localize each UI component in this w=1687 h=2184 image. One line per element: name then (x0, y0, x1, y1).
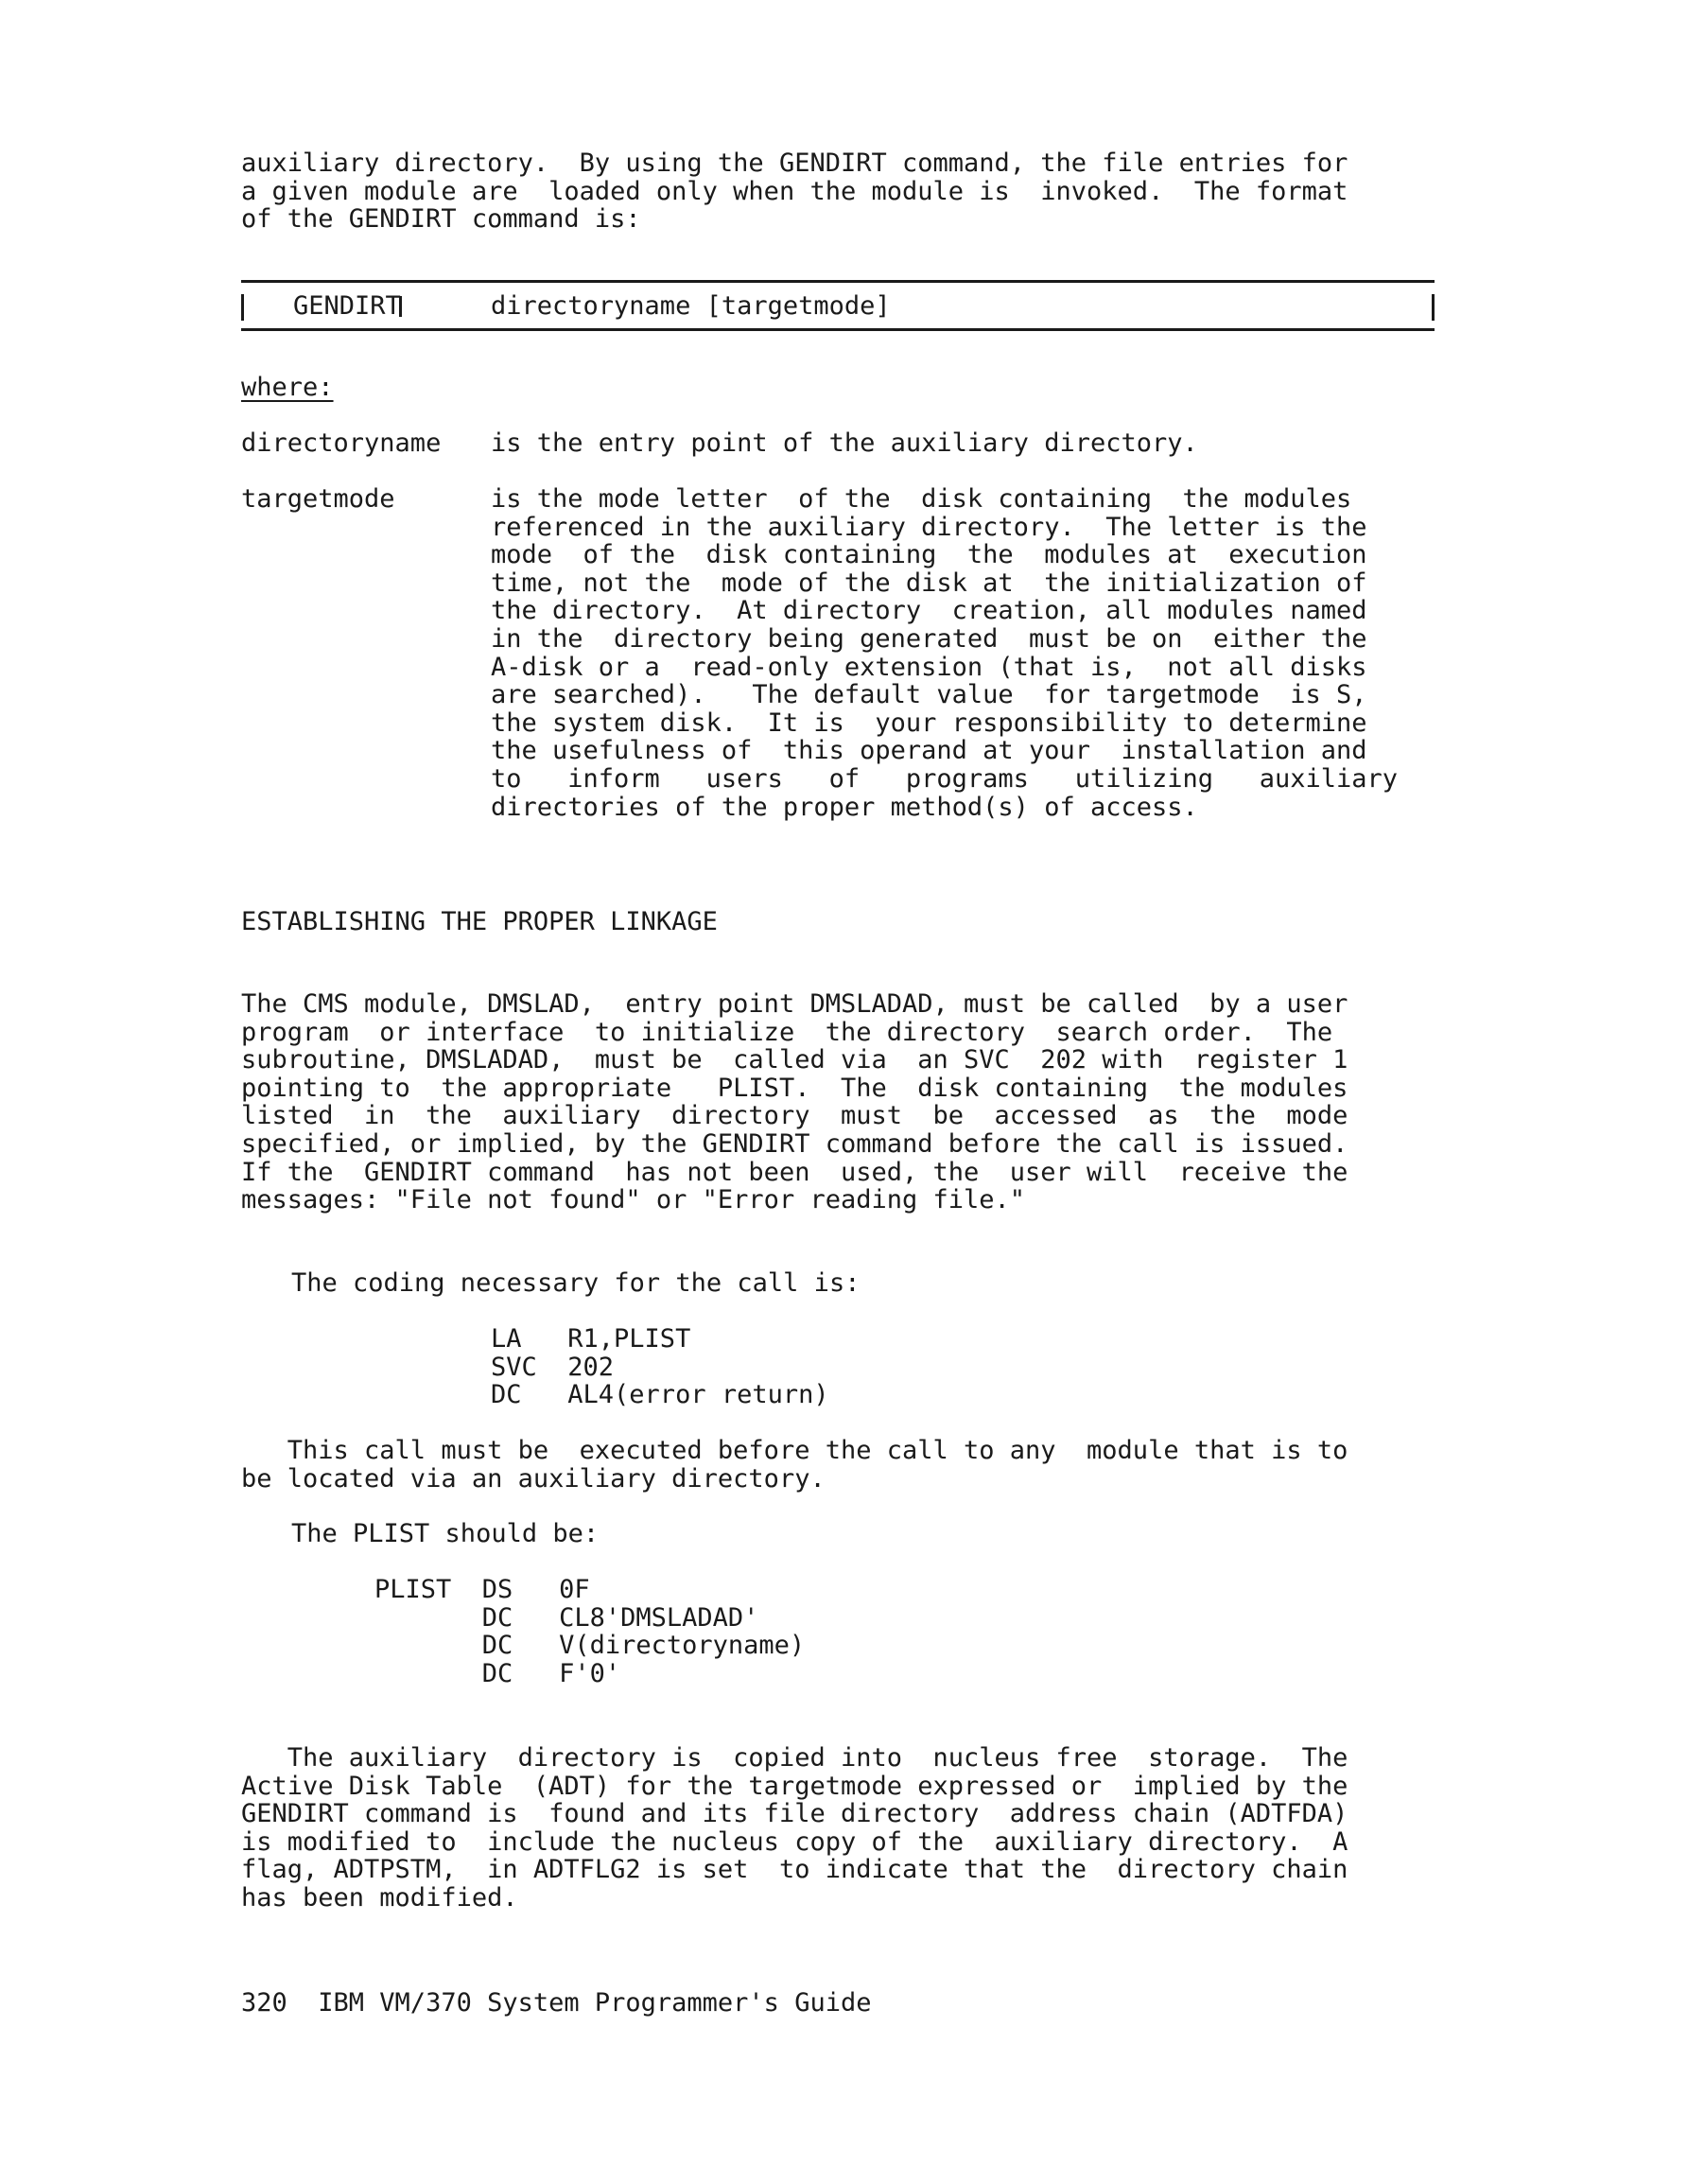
storage-paragraph: The auxiliary directory is copied into nucleus free storage. The Active Disk Table (ADT) for the targetmode expressed or implied by the GENDIRT command is found and its file directory address chain (ADTFDA) is modified to include the nucleus copy of the auxiliary directory. A flag, ADTPSTM, in ADTFLG2 is set to indicate that the directory chain has been modified. (241, 1743, 1348, 1913)
call-note-paragraph: This call must be executed before the call to any module that is to be located via an auxiliary directory. (241, 1436, 1348, 1494)
coding-intro: The coding necessary for the call is: (291, 1268, 861, 1298)
syntax-box-right-edge (1432, 294, 1435, 321)
operand-term-directoryname: directoryname (241, 428, 442, 458)
syntax-command-name: GENDIRT (293, 291, 401, 321)
plist-intro: The PLIST should be: (291, 1519, 600, 1548)
syntax-box-left-edge (241, 294, 244, 321)
coding-example: LA R1,PLIST SVC 202 DC AL4(error return) (491, 1324, 829, 1410)
operand-definition-targetmode: is the mode letter of the disk containing the modules referenced in the auxiliary directory. The letter is the mode of the disk containing the modules at execution time, not the mode of the disk at the initialization of the directory. At directory creation, all modules named in the directory being generated must be on either the A-disk or a read-only extension (that is, not all disks are searched). The default value for targetmode is S, the system disk. It is your responsibility to determine the usefulness of this operand at your installation and to inform users of programs utilizing auxiliary directories of the proper method(s) of access. (491, 484, 1399, 822)
operand-definition-directoryname: is the entry point of the auxiliary directory. (491, 428, 1198, 458)
command-syntax-box (241, 280, 1435, 331)
operand-term-targetmode: targetmode (241, 484, 395, 514)
page-footer: 320 IBM VM/370 System Programmer's Guide (241, 1988, 872, 2018)
section-heading: ESTABLISHING THE PROPER LINKAGE (241, 907, 718, 936)
linkage-paragraph: The CMS module, DMSLAD, entry point DMSLADAD, must be called by a user program or interface to initialize the directory search order. The subroutine, DMSLADAD, must be called via an SVC 202 with register 1 pointing to the appropriate PLIST. The disk containing the modules listed in the auxiliary directory must be accessed as the mode specified, or implied, by the GENDIRT command before the call is issued. If the GENDIRT command has not been used, the user will receive the messages: "File not found" or "Error reading file." (241, 989, 1348, 1215)
intro-paragraph: auxiliary directory. By using the GENDIRT command, the file entries for a given module are loaded only when the module is invoked. The format of the GENDIRT command is: (241, 149, 1348, 235)
syntax-operands: directoryname [targetmode] (491, 291, 891, 321)
where-label: where: (241, 373, 334, 402)
plist-example: PLIST DS 0F DC CL8'DMSLADAD' DC V(directoryname) DC F'0' (374, 1575, 806, 1688)
